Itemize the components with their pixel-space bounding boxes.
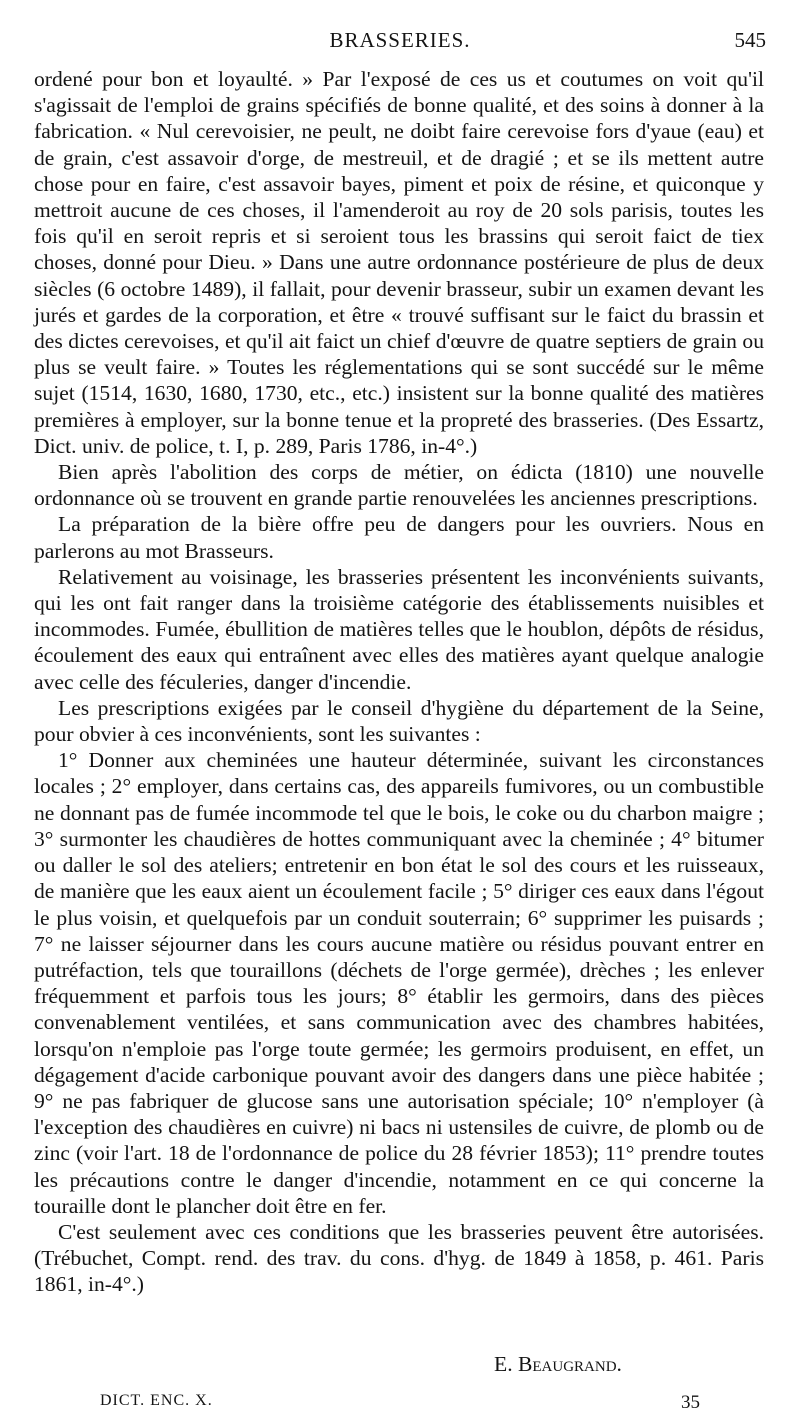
paragraph-neighborhood: Relativement au voisinage, les brasseries présentent les inconvénients suivants, qui les ont fait ranger dans la troisième catégorie des établissements nuisibles et incommodes. Fumée, ébullition de matières telles que le houblon, dépôts de résidus, écoulement des eaux qui entraînent avec elles des matières ayant quelque analogie avec celle des féculeries, danger d'incendie. (34, 564, 764, 694)
paragraph-ordonnance-1810: Bien après l'abolition des corps de métier, on édicta (1810) une nouvelle ordonnance où se trouvent en grande partie renouvelées les anciennes prescriptions. (34, 460, 764, 511)
volume-label: DICT. ENC. X. (100, 1392, 213, 1409)
signature-mark: 35 (681, 1392, 700, 1413)
paragraph-workers: La préparation de la bière offre peu de dangers pour les ouvriers. Nous en parlerons au mot Brasseurs. (34, 512, 764, 563)
page-header (34, 28, 766, 56)
page-number: 545 (734, 28, 766, 52)
running-title: BRASSERIES. (329, 28, 471, 52)
paragraph-prescriptions-list: 1° Donner aux cheminées une hauteur déterminée, suivant les circonstances locales ; 2° employer, dans certains cas, des appareils fumivores, ou un combustible ne donnant pas de fumée incommode tel que le bois, le coke ou du charbon maigre ; 3° surmonter les chaudières de hottes communiquant avec la cheminée ; 4° bitumer ou daller le sol des ateliers; entretenir en bon état le sol des cours et les ruisseaux, de manière que les eaux aient un écoulement facile ; 5° diriger ces eaux dans l'égout le plus voisin, et quelquefois par un conduit souterrain; 6° supprimer les puisards ; 7° ne laisser séjourner dans les cours aucune matière ou résidus pouvant entrer en putréfaction, tels que touraillons (déchets de l'orge germée), drèches ; les enlever fréquemment et parfois tous les jours; 8° établir les germoirs, dans des pièces convenablement ventilées, et sans communication avec des chambres habitées, lorsqu'on n'emploie pas l'orge toute germée; les germoirs produisent, en effet, un dégagement d'acide carbonique pouvant avoir des dangers dans une pièce habitée ; 9° ne pas fabriquer de glucose sans une autorisation spéciale; 10° n'employer (à l'exception des chaudières en cuivre) ni bacs ni ustensiles de cuivre, de plomb ou de zinc (voir l'art. 18 de l'ordonnance de police du 28 février 1853); 11° prendre toutes les précautions contre le danger d'incendie, notamment en ce qui concerne la touraille dont le plancher doit être en fer. (34, 748, 764, 1218)
paragraph-history: ordené pour bon et loyaulté. » Par l'exposé de ces us et coutumes on voit qu'il s'agissait de l'emploi de grains spécifiés de bonne qualité, et des soins à donner à la fabrication. « Nul cerevoisier, ne peult, ne doibt faire cerevoise fors d'yaue (eau) et de grain, c'est assavoir d'orge, de mestreuil, et de dragié ; et se ils mettent autre chose pour en faire, c'est assavoir bayes, piment et poix de résine, et quiconque y mettroit aucune de ces choses, il l'amenderoit au roy de 20 sols parisis, toutes les fois qu'il en seroit repris et si seroient tous les brassins qui seroit faict de tiex choses, donné pour Dieu. » Dans une autre ordonnance postérieure de plus de deux siècles (6 octobre 1489), il fallait, pour devenir brasseur, subir un examen devant les jurés et gardes de la corporation, et être « trouvé suffisant sur le faict du brassin et des dictes cerevoises, et qu'il ait faict un chief d'œuvre de quatre septiers de grain ou plus se veult faire. » Toutes les réglementations qui se sont succédé sur le même sujet (1514, 1630, 1680, 1730, etc., etc.) insistent sur la bonne qualité des matières premières à employer, sur la bonne tenue et la propreté des brasseries. (Des Essartz, Dict. univ. de police, t. I, p. 289, Paris 1786, in-4°.) (34, 67, 764, 458)
author-signature: E. Beaugrand. (494, 1352, 622, 1376)
article-body (34, 66, 764, 1298)
paragraph-prescriptions-intro: Les prescriptions exigées par le conseil d'hygiène du département de la Seine, pour obvier à ces inconvénients, sont les suivantes : (34, 695, 764, 747)
paragraph-conclusion: C'est seulement avec ces conditions que les brasseries peuvent être autorisées. (Trébuchet, Compt. rend. des trav. du cons. d'hyg. de 1849 à 1858, p. 461. Paris 1861, in-4°.) (34, 1219, 764, 1297)
